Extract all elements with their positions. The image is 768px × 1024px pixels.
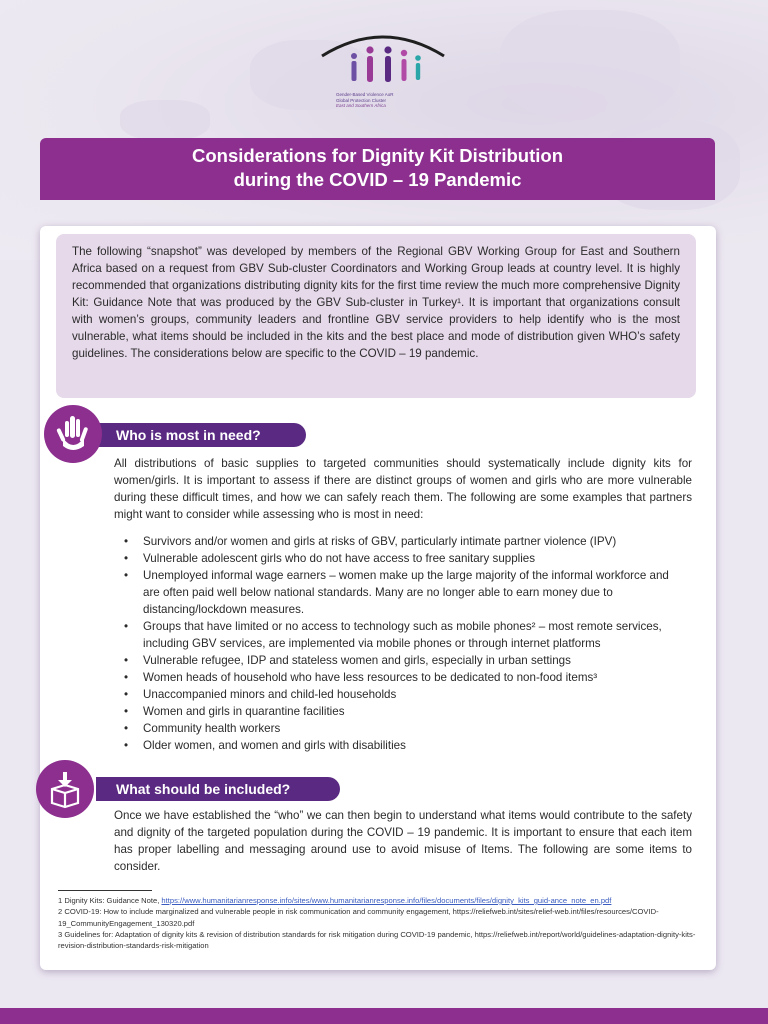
section2-body: Once we have established the “who” we can then begin to understand what items would contribute to the safety and dignity of the targeted population during the COVID – 19 pandemic. It is important to ensure that each item has proper labelling and messaging around use to avoid misuse of Items. The following are some items to consider. [114,809,692,873]
title-line-2: during the COVID – 19 Pandemic [233,169,522,190]
section1-body: All distributions of basic supplies to targeted communities should systematically include dignity kits for women/girls. It is important to assess if there are distinct groups of women and girls who are more vulnerable during these difficult times, and how we can safely reach them. The following are some examples that partners might want to consider while assessing who is most in need: [114,457,692,521]
list-item [124,737,684,754]
list-item [124,669,684,686]
list-item [124,652,684,669]
bullet-icon: • [124,739,129,752]
list-item-text: Older women, and women and girls with disabilities [143,739,406,752]
footnote-2: 2 COVID-19: How to include marginalized and vulnerable people in risk communication and community engagement, https://reliefweb.int/sites/relief-web.int/files/resources/COVID-19_CommunityEngagement_130320.pdf [58,907,659,928]
logo-caption-region: East and Southern Africa [336,103,386,108]
logo-caption-line-2: Global Protection Cluster [336,97,387,103]
bullet-icon: • [124,722,129,735]
list-item [124,686,684,703]
list-item [124,703,684,720]
bullet-icon: • [124,705,129,718]
list-item [124,567,684,618]
list-item-text: Women and girls in quarantine facilities [143,705,345,718]
footnote-1 [58,895,698,906]
intro-box: The following “snapshot” was developed by members of the Regional GBV Working Group for East and Southern Africa based on a request from GBV Sub-cluster Coordinators and Working Group leads at country level. It is highly recommended that organizations distributing dignity kits for the first time review the much more comprehensive Dignity Kit: Guidance Note that was produced by the GBV Sub-cluster in Turkey¹. It is important that organizations consult with women’s groups, community leaders and frontline GBV service providers to help identify who is the most vulnerable, what items should be included in the kits and the best place and mode of distribution given WHO’s safety guidelines. The considerations below are specific to the COVID – 19 pandemic. [56,234,696,398]
title-line-1: Considerations for Dignity Kit Distribution [191,145,564,166]
list-item-text: Vulnerable adolescent girls who do not have access to free sanitary supplies [143,552,536,565]
section-heading-who: Who is most in need? [96,423,306,447]
list-item-text: Survivors and/or women and girls at risks of GBV, particularly intimate partner violence (IPV) [143,535,617,548]
logo-caption [336,92,436,109]
logo-caption-line-1: Gender-Based Violence AoR [336,92,394,97]
raised-hands-icon [44,405,102,463]
bullet-icon: • [124,535,129,548]
bullet-icon: • [124,552,129,565]
list-item [124,618,684,652]
bullet-icon: • [124,671,129,684]
bullet-icon: • [124,654,129,667]
footnotes [58,895,698,951]
title-banner [40,138,715,200]
section-heading-what: What should be included? [96,777,340,801]
bullet-icon: • [124,569,129,582]
list-item [124,533,684,550]
need-list [124,533,684,754]
footnote-1-link[interactable]: https://www.humanitarianresponse.info/sites/www.humanitarianresponse.info/files/documents/files/dignity_kits_guid-ance_note_en.pdf [161,896,612,905]
list-item-text: Vulnerable refugee, IDP and stateless women and girls, especially in urban settings [143,654,571,667]
list-item [124,720,684,737]
bottom-bar [0,1008,768,1024]
footnote-divider [58,890,152,891]
list-item-text: Unaccompanied minors and child-led households [143,688,397,701]
list-item [124,550,684,567]
list-item-text: Women heads of household who have less resources to be dedicated to non-food items³ [143,671,598,684]
list-item-text: Community health workers [143,722,281,735]
bullet-icon: • [124,620,129,633]
footnote-1-label: 1 Dignity Kits: Guidance Note, [58,896,162,905]
bullet-icon: • [124,688,129,701]
list-item-text: Unemployed informal wage earners – women make up the large majority of the informal workforce and are often paid well below national standards. Many are no longer able to earn money due to distancing/lockdown measures. [143,569,669,616]
footnote-3: 3 Guidelines for: Adaptation of dignity kits & revision of distribution standards for risk mitigation during COVID-19 pandemic, https://reliefweb.int/report/world/guidelines-adaptation-dignity-kits-revision-distribution-standards-risk-mitigation [58,929,696,951]
box-download-icon [36,760,94,818]
list-item-text: Groups that have limited or no access to technology such as mobile phones² – most remote services, including GBV services, are implemented via mobile phones or through internet platforms [143,620,662,650]
